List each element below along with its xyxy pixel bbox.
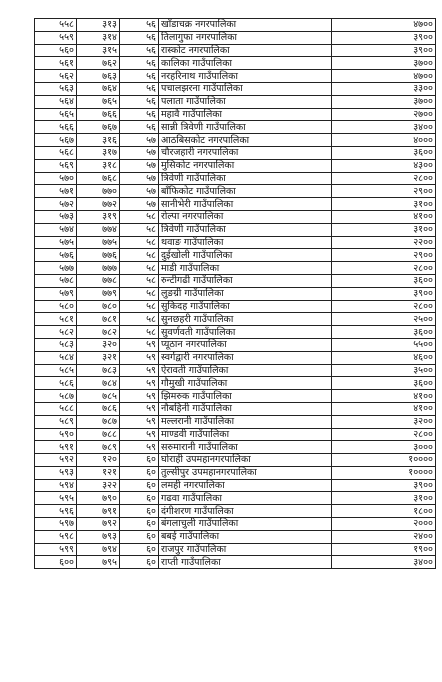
table-row xyxy=(35,377,436,390)
municipality-name-cell: राप्ती गाउँपालिका xyxy=(159,556,332,569)
district-code-cell: ५८ xyxy=(120,236,159,249)
municipality-name-cell: सुवर्णवती गाउँपालिका xyxy=(159,326,332,339)
serial-number-cell: ५८५ xyxy=(35,364,77,377)
code-cell: ७८९ xyxy=(77,441,120,454)
table-row xyxy=(35,351,436,364)
code-cell: ७७६ xyxy=(77,249,120,262)
amount-cell: ४१०० xyxy=(332,390,436,403)
district-code-cell: ५७ xyxy=(120,172,159,185)
code-cell: ३२२ xyxy=(77,479,120,492)
serial-number-cell: ५९८ xyxy=(35,530,77,543)
serial-number-cell: ५८४ xyxy=(35,351,77,364)
municipality-name-cell: तुल्सीपुर उपमहानगरपालिका xyxy=(159,466,332,479)
amount-cell: १८०० xyxy=(332,505,436,518)
serial-number-cell: ५९२ xyxy=(35,454,77,467)
municipality-name-cell: बाँफिकोट गाउँपालिका xyxy=(159,185,332,198)
table-row xyxy=(35,223,436,236)
municipality-name-cell: लुङग्री गाउँपालिका xyxy=(159,287,332,300)
table-row xyxy=(35,134,436,147)
serial-number-cell: ५८१ xyxy=(35,313,77,326)
code-cell: १२१ xyxy=(77,466,120,479)
serial-number-cell: ५६५ xyxy=(35,108,77,121)
municipality-name-cell: महावै गाउँपालिका xyxy=(159,108,332,121)
municipality-name-cell: बंगलाचुली गाउँपालिका xyxy=(159,518,332,531)
table-row xyxy=(35,44,436,57)
serial-number-cell: ५७८ xyxy=(35,274,77,287)
amount-cell: २८०० xyxy=(332,428,436,441)
district-code-cell: ५६ xyxy=(120,95,159,108)
code-cell: ७६४ xyxy=(77,82,120,95)
amount-cell: ३९०० xyxy=(332,287,436,300)
municipality-name-cell: सुनछहरी गाउँपालिका xyxy=(159,313,332,326)
code-cell: ७७० xyxy=(77,185,120,198)
amount-cell: ३१०० xyxy=(332,198,436,211)
table-row xyxy=(35,415,436,428)
district-code-cell: ५९ xyxy=(120,338,159,351)
serial-number-cell: ५७१ xyxy=(35,185,77,198)
serial-number-cell: ५९६ xyxy=(35,505,77,518)
code-cell: ३१७ xyxy=(77,146,120,159)
code-cell: ७७५ xyxy=(77,236,120,249)
amount-cell: ४७०० xyxy=(332,70,436,83)
municipality-name-cell: पचालझरना गाउँपालिका xyxy=(159,82,332,95)
table-row xyxy=(35,82,436,95)
amount-cell: ३००० xyxy=(332,441,436,454)
amount-cell: ३६०० xyxy=(332,146,436,159)
amount-cell: २४०० xyxy=(332,530,436,543)
municipality-name-cell: गौमुखी गाउँपालिका xyxy=(159,377,332,390)
district-code-cell: ५८ xyxy=(120,326,159,339)
municipality-name-cell: प्यूठान नगरपालिका xyxy=(159,338,332,351)
district-code-cell: ५८ xyxy=(120,300,159,313)
district-code-cell: ५७ xyxy=(120,159,159,172)
amount-cell: ३६०० xyxy=(332,377,436,390)
amount-cell: २८०० xyxy=(332,300,436,313)
district-code-cell: ५९ xyxy=(120,428,159,441)
table-row xyxy=(35,530,436,543)
code-cell: ७८३ xyxy=(77,364,120,377)
table-row xyxy=(35,454,436,467)
serial-number-cell: ५६७ xyxy=(35,134,77,147)
code-cell: ७९४ xyxy=(77,543,120,556)
serial-number-cell: ५९१ xyxy=(35,441,77,454)
table-row xyxy=(35,70,436,83)
amount-cell: ३७०० xyxy=(332,57,436,70)
municipality-name-cell: त्रिवेणी गाउँपालिका xyxy=(159,172,332,185)
table-row xyxy=(35,364,436,377)
municipality-name-cell: बबई गाउँपालिका xyxy=(159,530,332,543)
district-code-cell: ५७ xyxy=(120,146,159,159)
municipality-name-cell: स्वर्गद्वारी नगरपालिका xyxy=(159,351,332,364)
municipality-name-cell: खाँडाचक्र नगरपालिका xyxy=(159,19,332,32)
district-code-cell: ५९ xyxy=(120,351,159,364)
district-code-cell: ५६ xyxy=(120,82,159,95)
table-row xyxy=(35,556,436,569)
serial-number-cell: ५६१ xyxy=(35,57,77,70)
municipality-name-cell: सरुमारानी गाउँपालिका xyxy=(159,441,332,454)
amount-cell: ४१०० xyxy=(332,210,436,223)
table-row xyxy=(35,159,436,172)
district-code-cell: ५६ xyxy=(120,44,159,57)
municipality-name-cell: घोराही उपमहानगरपालिका xyxy=(159,454,332,467)
municipality-name-cell: सान्नी त्रिवेणी गाउँपालिका xyxy=(159,121,332,134)
serial-number-cell: ५७५ xyxy=(35,236,77,249)
municipality-name-cell: आठबिसकोट नगरपालिका xyxy=(159,134,332,147)
serial-number-cell: ५५८ xyxy=(35,19,77,32)
code-cell: ७९२ xyxy=(77,518,120,531)
serial-number-cell: ५७२ xyxy=(35,198,77,211)
serial-number-cell: ५९० xyxy=(35,428,77,441)
amount-cell: १०००० xyxy=(332,454,436,467)
district-code-cell: ६० xyxy=(120,518,159,531)
serial-number-cell: ५८६ xyxy=(35,377,77,390)
code-cell: १२० xyxy=(77,454,120,467)
amount-cell: ३१०० xyxy=(332,223,436,236)
code-cell: ७६२ xyxy=(77,57,120,70)
code-cell: ७७४ xyxy=(77,223,120,236)
district-code-cell: ५९ xyxy=(120,441,159,454)
district-code-cell: ५९ xyxy=(120,402,159,415)
municipality-name-cell: रुन्टीगढी गाउँपालिका xyxy=(159,274,332,287)
code-cell: ३१४ xyxy=(77,31,120,44)
serial-number-cell: ५६९ xyxy=(35,159,77,172)
serial-number-cell: ५६४ xyxy=(35,95,77,108)
district-code-cell: ६० xyxy=(120,479,159,492)
amount-cell: २९०० xyxy=(332,185,436,198)
amount-cell: १९०० xyxy=(332,543,436,556)
serial-number-cell: ५७३ xyxy=(35,210,77,223)
code-cell: ७९५ xyxy=(77,556,120,569)
code-cell: ७७७ xyxy=(77,262,120,275)
serial-number-cell: ५७० xyxy=(35,172,77,185)
amount-cell: ४६०० xyxy=(332,351,436,364)
district-code-cell: ५९ xyxy=(120,377,159,390)
code-cell: ७८८ xyxy=(77,428,120,441)
district-code-cell: ५८ xyxy=(120,287,159,300)
serial-number-cell: ५७६ xyxy=(35,249,77,262)
table-row xyxy=(35,198,436,211)
district-code-cell: ५८ xyxy=(120,249,159,262)
amount-cell: ३१०० xyxy=(332,492,436,505)
amount-cell: २००० xyxy=(332,518,436,531)
municipality-name-cell: चौरजहारी नगरपालिका xyxy=(159,146,332,159)
code-cell: ७६८ xyxy=(77,172,120,185)
serial-number-cell: ५८२ xyxy=(35,326,77,339)
code-cell: ७७९ xyxy=(77,287,120,300)
serial-number-cell: ५६३ xyxy=(35,82,77,95)
serial-number-cell: ५५९ xyxy=(35,31,77,44)
municipality-name-cell: त्रिवेणी गाउँपालिका xyxy=(159,223,332,236)
code-cell: ७८४ xyxy=(77,377,120,390)
municipality-name-cell: राजपुर गाउँपालिका xyxy=(159,543,332,556)
municipality-name-cell: माडी गाउँपालिका xyxy=(159,262,332,275)
table-row xyxy=(35,402,436,415)
table-row xyxy=(35,479,436,492)
amount-cell: ३२०० xyxy=(332,415,436,428)
table-row xyxy=(35,287,436,300)
serial-number-cell: ५७९ xyxy=(35,287,77,300)
district-code-cell: ६० xyxy=(120,492,159,505)
municipality-name-cell: कालिका गाउँपालिका xyxy=(159,57,332,70)
amount-cell: ४३०० xyxy=(332,159,436,172)
municipality-name-cell: मल्लरानी गाउँपालिका xyxy=(159,415,332,428)
table-row xyxy=(35,236,436,249)
amount-cell: १०००० xyxy=(332,466,436,479)
serial-number-cell: ५८९ xyxy=(35,415,77,428)
code-cell: ७८० xyxy=(77,300,120,313)
municipality-table xyxy=(34,18,436,569)
table-row xyxy=(35,146,436,159)
code-cell: ७८७ xyxy=(77,415,120,428)
code-cell: ७८६ xyxy=(77,402,120,415)
code-cell: ३१८ xyxy=(77,159,120,172)
serial-number-cell: ५७७ xyxy=(35,262,77,275)
municipality-name-cell: झिमरुक गाउँपालिका xyxy=(159,390,332,403)
serial-number-cell: ५९७ xyxy=(35,518,77,531)
code-cell: ७८१ xyxy=(77,313,120,326)
serial-number-cell: ५६० xyxy=(35,44,77,57)
amount-cell: ३५०० xyxy=(332,364,436,377)
municipality-name-cell: रोल्पा नगरपालिका xyxy=(159,210,332,223)
table-row xyxy=(35,95,436,108)
district-code-cell: ५७ xyxy=(120,134,159,147)
serial-number-cell: ५९४ xyxy=(35,479,77,492)
district-code-cell: ५९ xyxy=(120,390,159,403)
code-cell: ७६३ xyxy=(77,70,120,83)
district-code-cell: ५६ xyxy=(120,31,159,44)
table-row xyxy=(35,326,436,339)
code-cell: ३१९ xyxy=(77,210,120,223)
municipality-name-cell: मुसिकोट नगरपालिका xyxy=(159,159,332,172)
district-code-cell: ५६ xyxy=(120,70,159,83)
serial-number-cell: ५८७ xyxy=(35,390,77,403)
municipality-name-cell: पलाता गाउँपालिका xyxy=(159,95,332,108)
table-row xyxy=(35,274,436,287)
table-row xyxy=(35,210,436,223)
serial-number-cell: ५८३ xyxy=(35,338,77,351)
table-row xyxy=(35,19,436,32)
municipality-name-cell: दंगीशरण गाउँपालिका xyxy=(159,505,332,518)
municipality-name-cell: रास्कोट नगरपालिका xyxy=(159,44,332,57)
amount-cell: ३९०० xyxy=(332,479,436,492)
amount-cell: ४७०० xyxy=(332,19,436,32)
municipality-name-cell: गढवा गाउँपालिका xyxy=(159,492,332,505)
serial-number-cell: ५८८ xyxy=(35,402,77,415)
table-row xyxy=(35,338,436,351)
municipality-name-cell: सुकिदह गाउँपालिका xyxy=(159,300,332,313)
amount-cell: ४१०० xyxy=(332,402,436,415)
municipality-name-cell: नरहरिनाथ गाउँपालिका xyxy=(159,70,332,83)
serial-number-cell: ५९९ xyxy=(35,543,77,556)
table-row xyxy=(35,262,436,275)
table-row xyxy=(35,390,436,403)
amount-cell: २७०० xyxy=(332,108,436,121)
amount-cell: ४००० xyxy=(332,134,436,147)
table-row xyxy=(35,543,436,556)
amount-cell: ५५०० xyxy=(332,338,436,351)
code-cell: ३१३ xyxy=(77,19,120,32)
municipality-name-cell: थवाङ गाउँपालिका xyxy=(159,236,332,249)
table-row xyxy=(35,428,436,441)
code-cell: ७६६ xyxy=(77,108,120,121)
district-code-cell: ६० xyxy=(120,530,159,543)
district-code-cell: ६० xyxy=(120,505,159,518)
table-row xyxy=(35,300,436,313)
district-code-cell: ५९ xyxy=(120,415,159,428)
district-code-cell: ५७ xyxy=(120,198,159,211)
municipality-name-cell: लमही नगरपालिका xyxy=(159,479,332,492)
serial-number-cell: ६०० xyxy=(35,556,77,569)
municipality-name-cell: माण्डवी गाउँपालिका xyxy=(159,428,332,441)
table-row xyxy=(35,313,436,326)
table-row xyxy=(35,172,436,185)
amount-cell: २८०० xyxy=(332,172,436,185)
code-cell: ३१५ xyxy=(77,44,120,57)
table-body xyxy=(35,19,436,569)
municipality-name-cell: दुईखोली गाउँपालिका xyxy=(159,249,332,262)
amount-cell: २९०० xyxy=(332,249,436,262)
table-row xyxy=(35,121,436,134)
district-code-cell: ५८ xyxy=(120,210,159,223)
municipality-name-cell: नौबहिनी गाउँपालिका xyxy=(159,402,332,415)
district-code-cell: ६० xyxy=(120,466,159,479)
district-code-cell: ६० xyxy=(120,556,159,569)
amount-cell: २२०० xyxy=(332,236,436,249)
district-code-cell: ५६ xyxy=(120,57,159,70)
code-cell: ३२० xyxy=(77,338,120,351)
district-code-cell: ५६ xyxy=(120,108,159,121)
code-cell: ७७२ xyxy=(77,198,120,211)
code-cell: ७७८ xyxy=(77,274,120,287)
amount-cell: ३४०० xyxy=(332,556,436,569)
district-code-cell: ५८ xyxy=(120,262,159,275)
municipality-name-cell: सानीभेरी गाउँपालिका xyxy=(159,198,332,211)
serial-number-cell: ५८० xyxy=(35,300,77,313)
table-row xyxy=(35,505,436,518)
municipality-name-cell: ऐरावती गाउँपालिका xyxy=(159,364,332,377)
municipality-name-cell: तिलागुफा नगरपालिका xyxy=(159,31,332,44)
code-cell: ७९१ xyxy=(77,505,120,518)
district-code-cell: ५८ xyxy=(120,223,159,236)
serial-number-cell: ५६६ xyxy=(35,121,77,134)
amount-cell: ३९०० xyxy=(332,31,436,44)
table-row xyxy=(35,185,436,198)
amount-cell: २५०० xyxy=(332,313,436,326)
table-row xyxy=(35,518,436,531)
table-row xyxy=(35,31,436,44)
table-row xyxy=(35,108,436,121)
district-code-cell: ५६ xyxy=(120,19,159,32)
code-cell: ७९० xyxy=(77,492,120,505)
amount-cell: ३६०० xyxy=(332,274,436,287)
amount-cell: ३९०० xyxy=(332,44,436,57)
code-cell: ७६५ xyxy=(77,95,120,108)
amount-cell: ३३०० xyxy=(332,82,436,95)
code-cell: ७८२ xyxy=(77,326,120,339)
amount-cell: ३७०० xyxy=(332,95,436,108)
code-cell: ७८५ xyxy=(77,390,120,403)
district-code-cell: ५८ xyxy=(120,274,159,287)
district-code-cell: ५८ xyxy=(120,313,159,326)
serial-number-cell: ५७४ xyxy=(35,223,77,236)
district-code-cell: ५६ xyxy=(120,121,159,134)
district-code-cell: ६० xyxy=(120,454,159,467)
district-code-cell: ५९ xyxy=(120,364,159,377)
serial-number-cell: ५६८ xyxy=(35,146,77,159)
code-cell: ३१६ xyxy=(77,134,120,147)
table-row xyxy=(35,441,436,454)
amount-cell: ३४०० xyxy=(332,121,436,134)
district-code-cell: ६० xyxy=(120,543,159,556)
amount-cell: ३६०० xyxy=(332,326,436,339)
district-code-cell: ५७ xyxy=(120,185,159,198)
table-row xyxy=(35,466,436,479)
table-row xyxy=(35,249,436,262)
table-row xyxy=(35,57,436,70)
serial-number-cell: ५९३ xyxy=(35,466,77,479)
amount-cell: २८०० xyxy=(332,262,436,275)
serial-number-cell: ५६२ xyxy=(35,70,77,83)
table-row xyxy=(35,492,436,505)
code-cell: ३२१ xyxy=(77,351,120,364)
code-cell: ७६७ xyxy=(77,121,120,134)
serial-number-cell: ५९५ xyxy=(35,492,77,505)
code-cell: ७९३ xyxy=(77,530,120,543)
